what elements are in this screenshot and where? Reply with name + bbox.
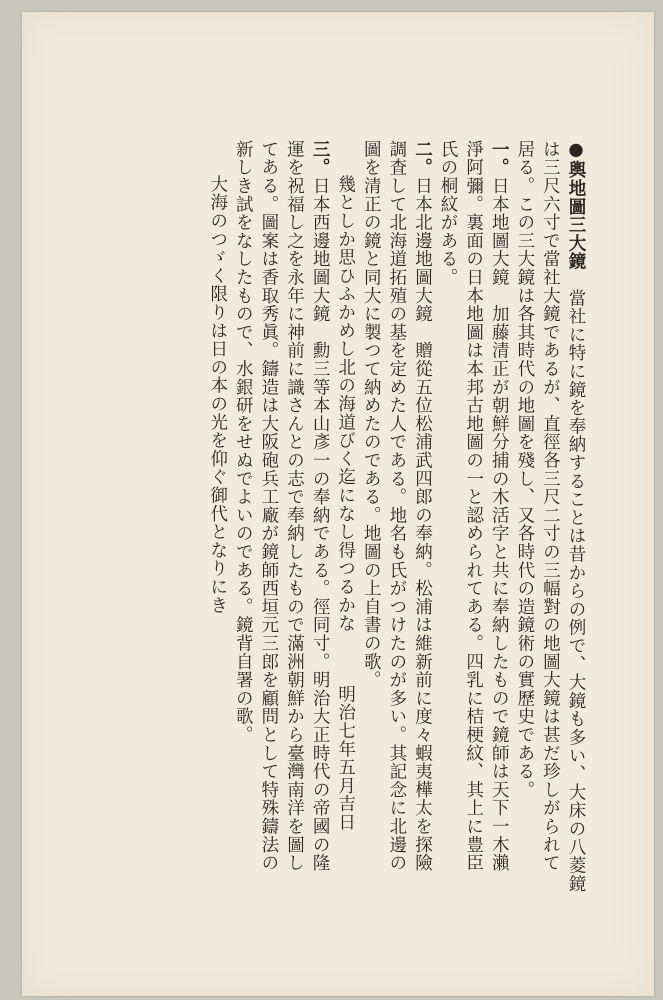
section-2-number: 二。 — [412, 140, 433, 177]
section-2-line-1-text: 日本北邊地圖大鏡 贈從五位松浦武四郎の奉納。松浦は維新前に度々蝦夷樺太を探險 — [412, 176, 433, 873]
section-1-line-3: 氏の桐紋がある。 — [438, 140, 459, 287]
section-1-line-1 — [486, 140, 512, 900]
section-3-line-3: てある。圖案は香取秀眞。鑄造は大阪砲兵工廠が鏡師西垣元三郎を顧問として特殊鑄法の — [258, 140, 279, 872]
intro-line-1 — [562, 140, 588, 900]
section-3-line-1-text: 日本西邊地圖大鏡 勳三等本山彥一の奉納である。徑同寸。明治大正時代の帝國の隆 — [310, 176, 331, 873]
section-3-number: 三。 — [310, 140, 331, 177]
section-2-line-2: 調査して北海道拓殖の基を定めた人である。地名も氏がつけたのが多い。其記念に北邊の — [386, 140, 407, 872]
poem-1: 幾としか思ひふかめし北の海道びく迄になし得つるかな — [335, 175, 356, 633]
poem-1-line — [332, 140, 358, 900]
document-title: ●輿地圖三大鏡 — [566, 140, 586, 271]
poem-2: 大海のつゞく限りは日の本の光を仰ぐ御代となりにき — [207, 175, 228, 615]
section-1-line-1-text: 日本地圖大鏡 加藤清正が朝鮮分捕の木活字と共に奉納したもので鏡師は天下一木瀨 — [489, 176, 510, 873]
document-sheet — [22, 12, 654, 996]
section-3-line-4: 新しき試をなしたもので、水銀研をせぬでよいのである。鏡背自署の歌。 — [233, 140, 254, 744]
section-3-line-2: 運を祝福し之を永年に神前に識さんとの志で奉納したもので滿洲朝鮮から臺灣南洋を圖し — [284, 140, 305, 872]
poem-1-date: 明治七年五月吉日 — [335, 685, 356, 832]
section-1-line-2: 淨阿彌。裏面の日本地圖は本邦古地圖の一と認められてある。四乳に桔梗紋、其上に豊臣 — [463, 140, 484, 872]
intro-line-1-text: 當社に特に鏡を奉納することは昔からの例で、大鏡も多い、大床の八菱鏡 — [566, 270, 586, 893]
section-3-line-1 — [306, 140, 332, 900]
section-1-number: 一。 — [489, 140, 510, 177]
intro-line-3: 居る。この三大鏡は各其時代の地圖を殘し、又各時代の造鏡術の實歷史である。 — [514, 140, 535, 799]
section-2-line-3: 圖を清正の鏡と同大に製つて納めたのである。地圖の上自書の歌。 — [361, 140, 382, 689]
intro-line-2: は三尺六寸で當社大鏡であるが、直徑各三尺二寸の三幅對の地圖大鏡は甚だ珍しがられて — [540, 140, 561, 872]
section-2-line-1 — [409, 140, 435, 900]
document-body — [118, 140, 588, 900]
